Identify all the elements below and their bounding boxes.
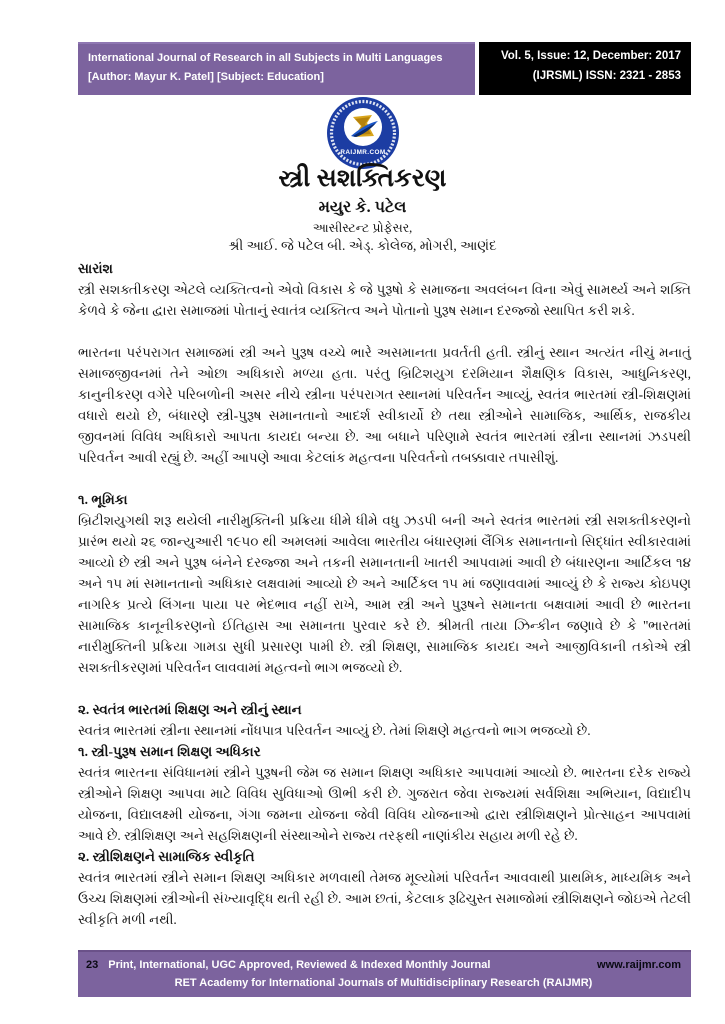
subsection-2-paragraph: સ્વતંત્ર ભારતમાં સ્ત્રીને સમાન શિક્ષણ અધિકાર મળવાથી તેમજ મૂલ્યોમાં પરિવર્તન આવવાથી પ્રાથમિક, માધ્યમિક અને ઉચ્ચ શિક્ષણમાં સ્ત્રીઓની સંખ્યાવૃદ્ધિ થતી રહી છે. આમ છતાં, કેટલાક રૂઢિચુસ્ત સમાજોમાં સ્ત્રીશિક્ષણને જોઇએ તેટલી સ્વીકૃતિ મળી નથી. [78,870,691,927]
section-2-heading: ૨. સ્વતંત્ર ભારતમાં શિક્ષણ અને સ્ત્રીનું સ્થાન [78,702,302,717]
section-2-paragraph: સ્વતંત્ર ભારતમાં સ્ત્રીના સ્થાનમાં નોંધપાત્ર પરિવર્તન આવ્યું છે. તેમાં શિક્ષણે મહત્વનો ભાગ ભજવ્યો છે. [78,723,591,738]
footer-journal-info: Print, International, UGC Approved, Reviewed & Indexed Monthly Journal [108,959,491,971]
author-name: મયુર કે. પટેલ [318,199,407,217]
section-1-bhumika [78,489,691,678]
page-title: સ્ત્રી સશક્તિકરણ [278,165,447,192]
header-issue-box [479,42,691,95]
footer-line1 [86,957,681,975]
title-block [0,163,725,255]
subsection-social-acceptance [78,846,691,930]
issue-line: Vol. 5, Issue: 12, December: 2017 [500,50,681,62]
subsection-equal-education [78,741,691,846]
header-journal-box [78,42,475,95]
section-1-paragraph: બ્રિટીશયુગથી શરૂ થયેલી નારીમુક્તિની પ્રક્રિયા ધીમે ધીમે વધુ ઝડપી બની અને સ્વતંત્ર ભારતમાં સ્ત્રી સશક્તીકરણનો પ્રારંભ થયો ૨૬ જાન્યુઆરી ૧૯૫૦ થી અમલમાં આવેલા ભારતીય બંધારણમાં લૈંગિક સમાનતાનો સિદ્ધાંત સ્વીકારવામાં આવ્યો છે સ્ત્રી અને પુરૂષ બંનેને દરજ્જા અને તકની સમાનતાની ખાતરી આપવામાં આવી છે બંધારણના આર્ટિકલ ૧૪ અને ૧૫ માં સમાનતાનો અધિકાર લક્ષવામાં આવ્યો છે અને આર્ટિકલ ૧૫ માં જણાવવામાં આવ્યું છે કે રાજ્ય કોઇપણ નાગરિક પ્રત્યે લિંગના પાયા પર ભેદભાવ નહીં રાખે, આમ સ્ત્રી અને પુરૂષને સમાનતા બક્ષવામાં આવી છે ભારતના સામાજિક કાનૂનીકરણનો ઈતિહાસ આ સમાનતા પુરવાર કરે છે. શ્રીમતી તાયા ઝિન્કીન જણાવે છે કે ''ભારતમાં નારીમુક્તિની પ્રક્રિયા ગામડા સુધી પ્રસારણ પામી છે. સ્ત્રી શિક્ષણ, સામાજિક કાયદા અને આજીવિકાની તકોએ સ્ત્રી સશક્તીકરણમાં પરિવર્તન લાવવામાં મહત્વનો ભાગ ભજવ્યો છે. [78,513,691,675]
author-affiliation: શ્રી આઈ. જે પટેલ બી. એડ્. કોલેજ, મોગરી, આણંદ [228,237,497,253]
header-band [78,42,691,95]
footer-band [78,950,691,997]
abstract-heading: સારાંશ [78,261,113,276]
raijmr-logo-icon [326,96,400,170]
page-number: 23 [86,959,99,971]
subsection-1-paragraph: સ્વતંત્ર ભારતના સંવિધાનમાં સ્ત્રીને પુરૂષની જેમ જ સમાન શિક્ષણ અધિકાર આપવામાં આવ્યો છે. ભારતના દરેક રાજ્યે સ્ત્રીઓને શિક્ષણ આપવા માટે વિવિધ સુવિધાઓ ઊભી કરી છે. ગુજરાત જેવા રાજ્યમાં સર્વશિક્ષા અભિયાન, વિદ્યાદીપ યોજના, વિદ્યાલક્ષ્મી યોજના, ગંગા જમના યોજના જેવી વિવિધ યોજનાઓ દ્વારા સ્ત્રીશિક્ષણને પ્રોત્સાહન આપવામાં આવે છે. સ્ત્રીશિક્ષણ અને સહશિક્ષણની સંસ્થાઓને રાજ્ય તરફથી નાણાંકીય સહાય મળી રહે છે. [78,765,691,843]
section-1-heading: ૧. ભૂમિકા [78,492,128,507]
subsection-2-heading: ૨. સ્ત્રીશિક્ષણને સામાજિક સ્વીકૃતિ [78,849,255,864]
footer-academy-line: RET Academy for International Journals of Multidisciplinary Research (RAIJMR) [174,976,593,989]
author-designation: આસીસ્ટન્ટ પ્રોફેસર, [312,221,413,236]
footer-website: www.raijmr.com [597,959,681,971]
intro-paragraph-section [78,342,691,468]
intro-paragraph: ભારતના પરંપરાગત સમાજમાં સ્ત્રી અને પુરૂષ વચ્ચે ભારે અસમાનતા પ્રવર્તતી હતી. સ્ત્રીનું સ્થાન અત્યંત નીચું મનાતું સમાજજીવનમાં તેને ઓછા અધિકારો મળ્યા હતા. પરંતુ બ્રિટિશયુગ દરમિયાન શૈક્ષણિક વિકાસ, આધુનિકરણ, કાનુનીકરણ વગેરે પરિબળોની અસર નીચે સ્ત્રીના પરંપરાગત સ્થાનમાં પરિવર્તન આવ્યું, સ્વતંત્ર ભારતમાં સ્ત્રી-શિક્ષણમાં વધારો થયો છે, બંધારણે સ્ત્રી-પુરૂષ સમાનતાનો આદર્શ સ્વીકાર્યો છે તથા સ્ત્રીઓને સામાજિક, આર્થિક, રાજકીય જીવનમાં વિવિધ અધિકારો આપતા કાયદા બન્યા છે. આ બધાને પરિણામે સ્વતંત્ર ભારતમાં સ્ત્રીના સ્થાનમાં ઝડપથી પરિવર્તન આવી રહ્યું છે. અહીં આપણે આવા કેટલાંક મહત્વના પરિવર્તનો તબક્કાવાર તપાસીશું. [78,345,691,465]
issn-line: (IJRSML) ISSN: 2321 - 2853 [532,69,681,82]
author-subject-line: [Author: Mayur K. Patel] [Subject: Education] [88,71,324,84]
logo-text: RAIJMR.COM [339,149,386,156]
abstract-paragraph: સ્ત્રી સશક્તીકરણ એટલે વ્યક્તિત્વનો એવો વિકાસ કે જે પુરૂષો કે સમાજના અવલંબન વિના એવું સામર્થ્ય અને શક્તિ કેળવે કે જેના દ્વારા સમાજમાં પોતાનું સ્વાતંત્ર વ્યક્તિત્વ અને પોતાનો પુરૂષ સમાન દરજ્જો સ્થાપિત કરી શકે. [78,282,691,318]
journal-title: International Journal of Research in all Subjects in Multi Languages [88,52,443,64]
subsection-1-heading: ૧. સ્ત્રી-પુરૂષ સમાન શિક્ષણ અધિકાર [78,744,261,759]
abstract-section [78,258,691,321]
article-body [78,258,691,930]
section-2-education [78,699,691,741]
logo-container [0,96,725,170]
